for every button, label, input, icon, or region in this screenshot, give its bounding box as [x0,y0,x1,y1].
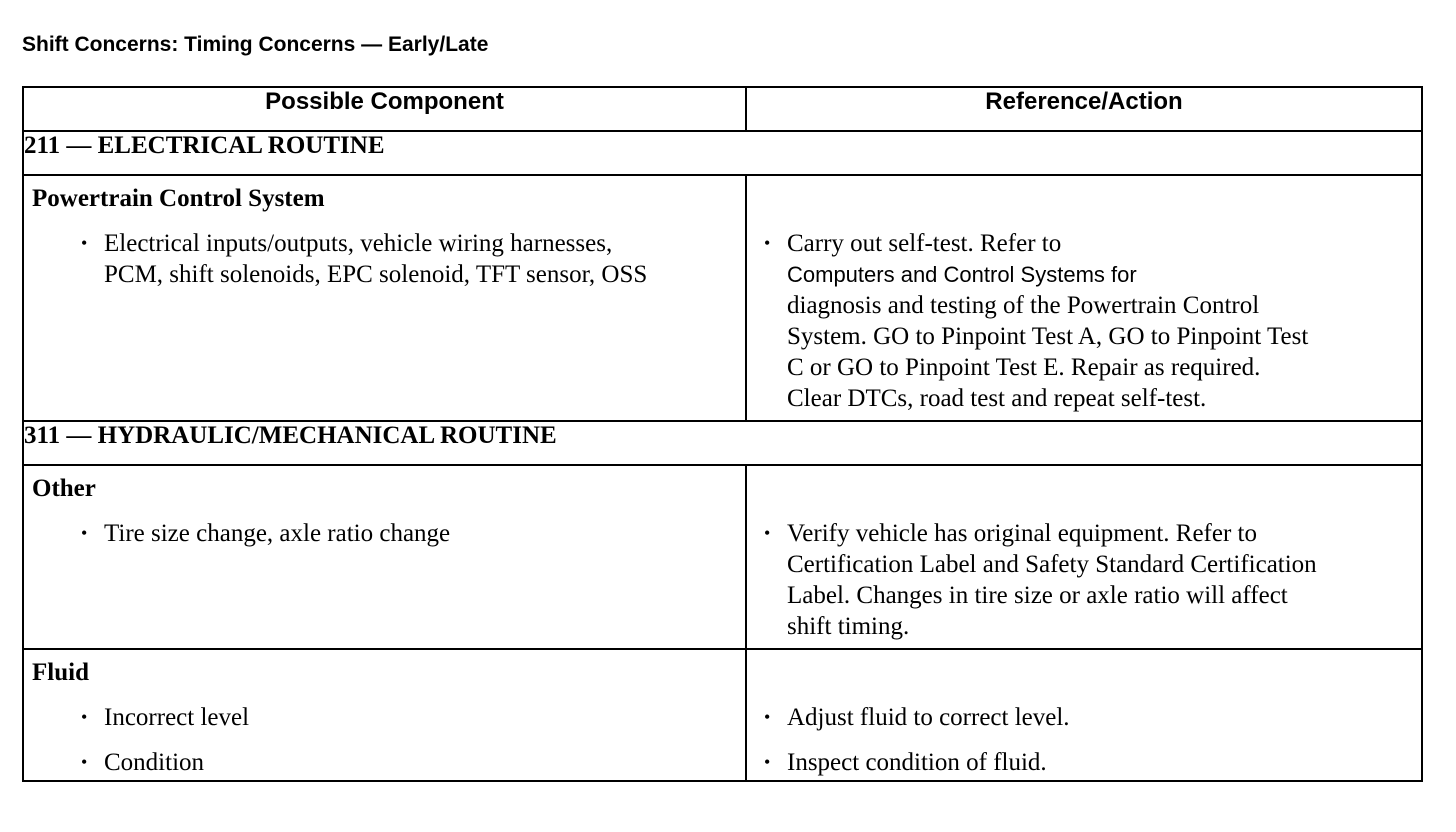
bullet-icon: • [764,233,771,253]
component-line: PCM, shift solenoids, EPC solenoid, TFT sensor, OSS [104,261,648,288]
action-item [764,747,1421,778]
timing-concerns-table [22,86,1423,782]
component-item [81,747,745,778]
section-row [23,421,1422,465]
table-row [23,175,1422,421]
component-line: Electrical inputs/outputs, vehicle wiring harnesses, [104,230,613,257]
component-line: Incorrect level [104,704,250,731]
action-line: Clear DTCs, road test and repeat self-test. [787,385,1207,412]
group-name-other: Other [32,475,96,502]
action-line: Adjust fluid to correct level. [787,704,1070,731]
action-line: Inspect condition of fluid. [787,749,1047,776]
action-line: C or GO to Pinpoint Test E. Repair as required. [787,354,1261,381]
bullet-icon: • [764,523,771,543]
header-possible-component: Possible Component [23,87,746,131]
action-line: Carry out self-test. Refer to [787,230,1062,257]
action-item [764,518,1421,648]
component-item [81,518,745,549]
action-line: Label. Changes in tire size or axle ratio will affect [787,582,1288,609]
bullet-icon: • [764,707,771,727]
action-line: diagnosis and testing of the Powertrain Control [787,292,1260,319]
group-name-fluid: Fluid [32,659,89,686]
component-line: Condition [104,749,205,776]
bullet-icon: • [81,752,88,772]
component-item [81,702,745,733]
section-row [23,131,1422,175]
page-title: Shift Concerns: Timing Concerns — Early/Late [22,33,489,56]
bullet-icon: • [81,233,88,253]
action-cell [746,175,1422,421]
component-cell [23,649,746,781]
table-row [23,649,1422,781]
table-header-row [23,87,1422,131]
component-item [81,228,745,290]
bullet-icon: • [81,707,88,727]
action-item [764,228,1421,420]
component-cell [23,465,746,649]
section-heading-hydraulic: 311 — HYDRAULIC/MECHANICAL ROUTINE [23,421,1422,465]
component-line: Tire size change, axle ratio change [104,520,451,547]
action-cell [746,465,1422,649]
action-line: shift timing. [787,613,910,640]
header-reference-action: Reference/Action [746,87,1422,131]
section-heading-electrical: 211 — ELECTRICAL ROUTINE [23,131,1422,175]
group-name-powertrain: Powertrain Control System [32,185,325,212]
action-item [764,702,1421,733]
action-line: Certification Label and Safety Standard Certification [787,551,1317,578]
action-cell [746,649,1422,781]
action-line: Verify vehicle has original equipment. Refer to [787,520,1257,547]
bullet-icon: • [764,752,771,772]
action-line: System. GO to Pinpoint Test A, GO to Pinpoint Test [787,323,1309,350]
table-row [23,465,1422,649]
component-cell [23,175,746,421]
bullet-icon: • [81,523,88,543]
action-link-line: Computers and Control Systems for [787,262,1137,287]
